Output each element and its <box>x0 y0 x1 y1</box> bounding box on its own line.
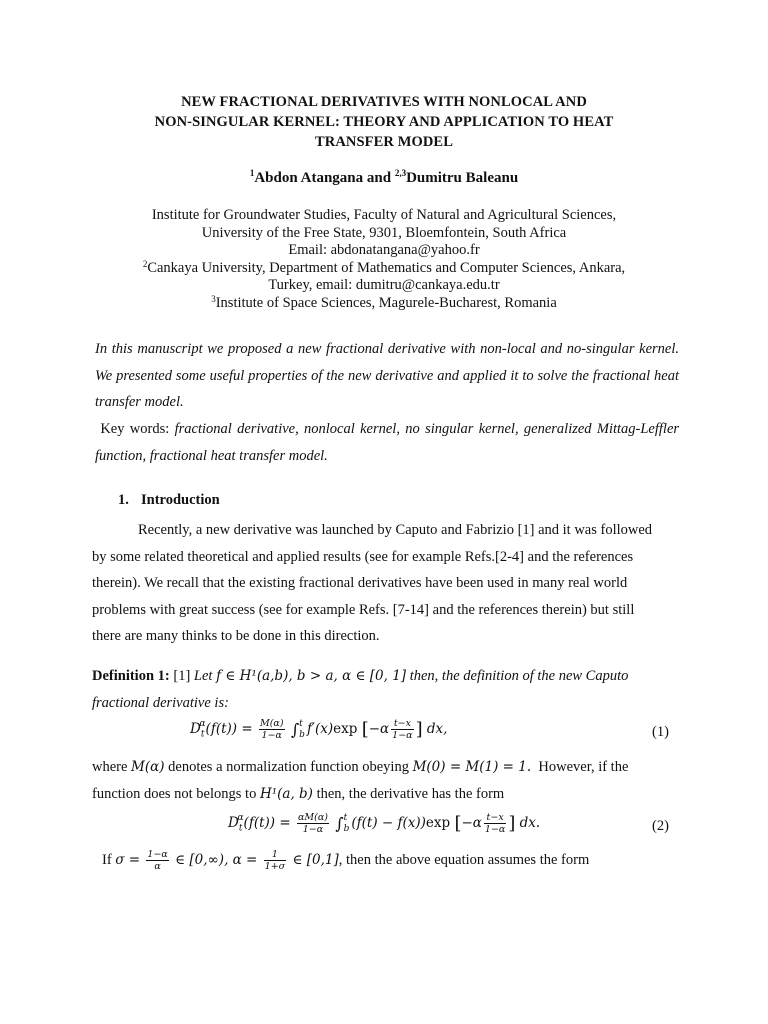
affiliation-line-5: Turkey, email: dumitru@cankaya.edu.tr <box>268 277 500 293</box>
equation-2: $D_t^\alpha(f(t))$ = $\frac{\alpha M(\alpha)}{1-\alpha}$ ∫ t b (f(t) − f(x))exp [−α $\frac{t-x}{1-\alpha}$ ] dx. <box>228 812 541 835</box>
keywords <box>95 416 679 469</box>
definition-ref: [1] <box>173 668 191 684</box>
affiliation-line-3: Email: abdonatangana@yahoo.fr <box>288 242 480 258</box>
eq1-prefactor: $\frac{M(\alpha)}{1-\alpha}$ <box>259 718 284 741</box>
definition-then: then, the definition of the new Caputo <box>409 668 629 684</box>
normalization-condition: M(0) = M(1) = 1. <box>412 759 532 775</box>
abstract: In this manuscript we proposed a new fractional derivative with non-local and no-singular kernel. We presented some useful properties of the new derivative and applied it to solve the fractional heat transfer model. <box>95 341 679 410</box>
author-2-affil-marker: 2,3 <box>394 168 407 178</box>
eq2-exponent-fraction: $\frac{t-x}{1-\alpha}$ <box>484 812 506 835</box>
paper-title <box>0 92 768 152</box>
author-1-name: Abdon Atangana <box>254 170 364 186</box>
definition-line-2: fractional derivative is: <box>92 695 229 711</box>
definition-condition: f ∈ H¹(a,b), b > a, α ∈ [0, 1] <box>216 668 407 684</box>
intro-line-5: there are many thinks to be done in this direction. <box>92 628 380 644</box>
after-equation-1-text: where M(α) denotes a normalization function obeying M(0) = M(1) = 1. However, if the function does not belongs to H¹(a, b) then, the derivative has the form <box>92 759 629 802</box>
definition-let: Let <box>193 668 213 684</box>
affiliation-2-marker: 2 <box>142 258 148 269</box>
intro-line-2: by some related theoretical and applied results (see for example Refs.[2-4] and the references <box>92 548 634 565</box>
author-list <box>0 168 768 188</box>
equation-1-number: (1) <box>652 724 669 740</box>
section-number: 1. <box>118 492 129 508</box>
keywords-label: Key words: <box>100 421 170 437</box>
author-conjunction: and <box>366 170 392 186</box>
title-line-3: TRANSFER MODEL <box>315 134 453 150</box>
affiliations <box>0 207 768 312</box>
title-line-2: NON-SINGULAR KERNEL: THEORY AND APPLICATION TO HEAT <box>154 114 614 130</box>
intro-line-1: Recently, a new derivative was launched by Caputo and Fabrizio [1] and it was followed <box>138 522 653 538</box>
section-title: Introduction <box>141 492 220 508</box>
section-heading-introduction <box>118 490 220 510</box>
sobolev-space: H¹(a, b) <box>259 786 313 802</box>
affiliation-line-2: University of the Free State, 9301, Bloemfontein, South Africa <box>201 224 567 241</box>
affiliation-line-6: $^3$Institute of Space Sciences, Magurele-Bucharest, Romania <box>211 293 557 311</box>
affiliation-3-marker: 3 <box>211 293 216 304</box>
sigma-definition: σ = $\frac{1-\alpha}{\alpha}$ ∈ [0,∞), α = $\frac{1}{1+\sigma}$ ∈ [0,1] <box>115 849 339 872</box>
introduction-paragraph <box>92 517 678 650</box>
affiliation-line-4: $^2$Cankaya University, Department of Mathematics and Computer Sciences, Ankara, <box>142 258 626 276</box>
affiliation-line-1: Institute for Groundwater Studies, Faculty of Natural and Agricultural Sciences, <box>151 207 617 223</box>
intro-line-4: problems with great success (see for example Refs. [7-14] and the references therein) but still <box>92 601 635 618</box>
eq1-exponent-fraction: $\frac{t-x}{1-\alpha}$ <box>392 718 413 741</box>
author-2-name: Dumitru Baleanu <box>406 170 519 186</box>
definition-label: Definition 1: <box>92 668 170 684</box>
author-1-affil-marker: 1 <box>249 168 255 178</box>
eq2-prefactor: $\frac{\alpha M(\alpha)}{1-\alpha}$ <box>297 812 328 835</box>
intro-line-3: therein). We recall that the existing fractional derivatives have been used in many real world <box>92 575 628 591</box>
final-line: If σ = $\frac{1-\alpha}{\alpha}$ ∈ [0,∞), α = $\frac{1}{1+\sigma}$ ∈ [0,1], then the above equation assumes the form <box>102 849 590 872</box>
title-line-1: NEW FRACTIONAL DERIVATIVES WITH NONLOCAL AND <box>181 94 587 110</box>
definition-1 <box>92 663 678 717</box>
equation-2-number: (2) <box>652 818 669 834</box>
equation-1: $D_t^\alpha(f(t))$ = $\frac{M(\alpha)}{1-\alpha}$ ∫ t b f′(x)exp [−α $\frac{t-x}{1-\alpha}$ ] dx, <box>190 718 448 741</box>
keywords-text: fractional derivative, nonlocal kernel, no singular kernel, generalized Mittag-Leffler function, fractional heat transfer model. <box>95 421 680 464</box>
normalization-function: M(α) <box>131 759 165 775</box>
